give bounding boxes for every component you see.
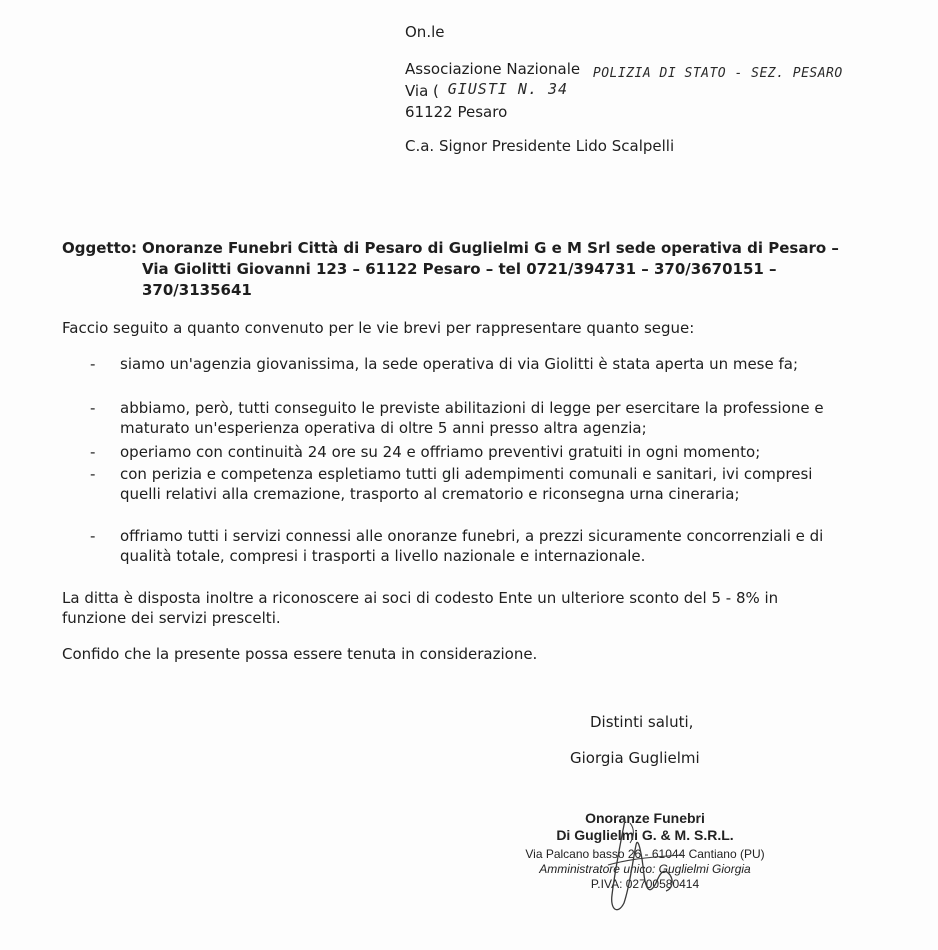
recipient-block bbox=[405, 22, 925, 157]
subject-text bbox=[142, 238, 839, 301]
handwritten-signature bbox=[590, 815, 710, 925]
list-item bbox=[90, 354, 850, 394]
bullet-text: abbiamo, però, tutti conseguito le previste abilitazioni di legge per esercitare la professione e maturato un'esperienza operativa di oltre 5 anni presso altra agenzia; bbox=[120, 399, 824, 437]
discount-paragraph: La ditta è disposta inoltre a riconoscere ai soci di codesto Ente un ulteriore sconto del 5 - 8% in funzione dei servizi prescelti. bbox=[62, 589, 779, 627]
subject-line-3: 370/3135641 bbox=[142, 281, 252, 299]
subject-line-2: Via Giolitti Giovanni 123 – 61122 Pesaro – tel 0721/394731 – 370/3670151 – bbox=[142, 260, 777, 278]
stamp-line-5: P.IVA: 02700580414 bbox=[590, 877, 700, 891]
bullet-text: offriamo tutti i servizi connessi alle onoranze funebri, a prezzi sicuramente concorrenziali e di qualità totale, compresi i trasporti a livello nazionale e internazionale. bbox=[120, 527, 824, 565]
stamp-line-4: Amministratore unico: Guglielmi Giorgia bbox=[539, 862, 751, 876]
recipient-street-prefix: Via ( bbox=[405, 82, 439, 100]
list-item bbox=[90, 398, 850, 438]
stamp-line-1: Onoranze Funebri bbox=[585, 810, 705, 826]
bullet-marker: - bbox=[90, 465, 96, 483]
intro-paragraph: Faccio seguito a quanto convenuto per le vie brevi per rappresentare quanto segue: bbox=[62, 319, 695, 337]
bullet-text: con perizia e competenza espletiamo tutti gli adempimenti comunali e sanitari, ivi compresi quelli relativi alla cremazione, trasporto al crematorio e riconsegna urna cineraria; bbox=[120, 465, 813, 503]
subject-block bbox=[62, 238, 902, 304]
bullet-marker: - bbox=[90, 399, 96, 417]
recipient-street-handwritten: GIUSTI N. 34 bbox=[447, 80, 569, 98]
subject-line-1: Onoranze Funebri Città di Pesaro di Guglielmi G e M Srl sede operativa di Pesaro – bbox=[142, 239, 839, 257]
subject-label: Oggetto: bbox=[62, 239, 138, 257]
recipient-attention: C.a. Signor Presidente Lido Scalpelli bbox=[405, 137, 675, 155]
closing-greeting: Distinti saluti, bbox=[590, 713, 694, 731]
recipient-org-prefix: Associazione Nazionale bbox=[405, 60, 581, 78]
stamp-line-3: Via Palcano basso 26 - 61044 Cantiano (PU) bbox=[525, 847, 765, 861]
list-item bbox=[90, 526, 850, 566]
signer-name: Giorgia Guglielmi bbox=[570, 749, 700, 767]
recipient-city: 61122 Pesaro bbox=[405, 103, 508, 121]
recipient-salutation: On.le bbox=[405, 23, 445, 41]
closing-note: Confido che la presente possa essere tenuta in considerazione. bbox=[62, 645, 538, 663]
bullet-marker: - bbox=[90, 443, 96, 461]
bullet-marker: - bbox=[90, 355, 96, 373]
bullet-text: siamo un'agenzia giovanissima, la sede operativa di via Giolitti è stata aperta un mese fa; bbox=[120, 355, 799, 373]
recipient-org-handwritten: POLIZIA DI STATO - SEZ. PESARO bbox=[592, 66, 843, 81]
recipient-street bbox=[405, 81, 925, 102]
bullet-text: operiamo con continuità 24 ore su 24 e offriamo preventivi gratuiti in ogni momento; bbox=[120, 443, 761, 461]
recipient-org bbox=[405, 59, 925, 81]
list-item bbox=[90, 464, 850, 524]
bullet-marker: - bbox=[90, 527, 96, 545]
bullet-list bbox=[90, 354, 850, 574]
stamp-line-2: Di Guglielmi G. & M. S.R.L. bbox=[556, 827, 734, 843]
list-item bbox=[90, 442, 850, 462]
